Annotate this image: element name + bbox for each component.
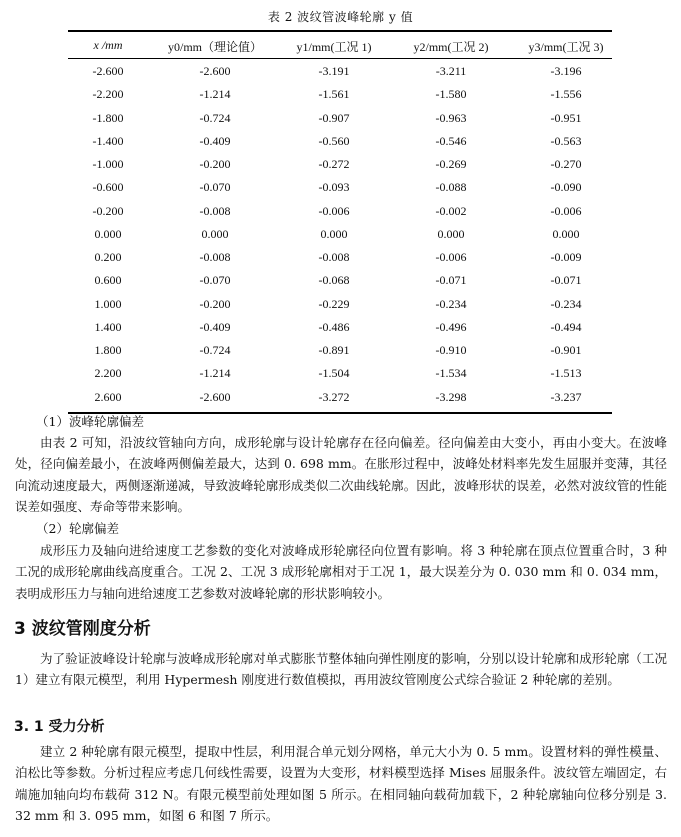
table-header-y3: y3/mm(工况 3) xyxy=(528,40,604,54)
table-cell: -0.008 xyxy=(318,250,350,264)
table-header-y1: y1/mm(工况 1) xyxy=(296,40,372,54)
table-cell: -1.214 xyxy=(199,87,231,102)
table-cell: -0.070 xyxy=(199,273,231,288)
table-bottom-rule xyxy=(68,412,612,414)
table-cell: -0.006 xyxy=(318,203,350,218)
paragraph-stiffness-intro: 为了验证波峰设计轮廓与波峰成形轮廓对单式膨胀节整体轴向弹性刚度的影响，分别以设计轮廓和成形轮廓（工况 1）建立有限元模型，利用 Hypermesh 刚度进行数值模拟，再用波纹管刚度公式综合验证 2 种轮廓的差别。 xyxy=(15,651,667,688)
table-cell: -0.008 xyxy=(199,203,231,218)
table-cell: 0.600 xyxy=(94,273,122,288)
table-cell: 2.200 xyxy=(94,366,122,381)
table-header-rule xyxy=(68,58,612,59)
table-cell: -0.229 xyxy=(318,296,350,311)
table-cell: -1.504 xyxy=(318,366,350,381)
table-cell: -1.400 xyxy=(92,133,124,148)
table-cell: 1.000 xyxy=(94,296,122,311)
table-cell: -0.409 xyxy=(199,133,231,148)
table-cell: -1.214 xyxy=(199,366,231,381)
table-cell: -1.513 xyxy=(550,366,582,381)
table-cell: -0.269 xyxy=(435,157,467,171)
table-cell: -0.724 xyxy=(199,343,231,357)
table-cell: -1.000 xyxy=(92,157,124,171)
table-cell: -0.200 xyxy=(92,203,124,218)
table-cell: -0.891 xyxy=(318,343,350,357)
table-cell: -3.196 xyxy=(550,64,582,78)
table-cell: -0.090 xyxy=(550,180,582,195)
table-cell: -1.534 xyxy=(435,366,467,381)
paragraph-force-analysis: 建立 2 种轮廓有限元模型，提取中性层，利用混合单元划分网格，单元大小为 0. 5 mm。设置材料的弹性模量、泊松比等参数。分析过程应考虑几何线性需要，设置为大变形，材料模型选择 Mises 屈服条件。波纹管左端固定，右端施加轴向均布载荷 312 N。有限元模型前处理如图 5 所示。在相同轴向载荷加载下，2 种轮廓轴向位移分别是 3. 32 mm 和 3. 095 mm，如图 6 和图 7 所示。 xyxy=(15,744,667,824)
paragraph-crest-deviation: 由表 2 可知，沿波纹管轴向方向，成形轮廓与设计轮廓存在径向偏差。径向偏差由大变小，再由小变大。在波峰处，径向偏差最小，在波峰两侧偏差最大，达到 0. 698 mm。在胀形过程中，波峰处材料率先发生屈服并变薄，其径向流动速度最大，两侧逐渐递减，导致波峰轮廓形成类似二次曲线轮廓。因此，波峰形状的误差，必然对波纹管的性能误差如强度、寿命等带来影响。 xyxy=(15,435,667,515)
table-cell: -0.008 xyxy=(199,250,231,264)
table-cell: -0.272 xyxy=(318,157,350,171)
table-cell: -0.907 xyxy=(318,110,350,125)
table-cell: -0.088 xyxy=(435,180,467,195)
table-cell: -1.580 xyxy=(435,87,467,102)
table-top-rule xyxy=(68,30,612,32)
table-cell: -1.561 xyxy=(318,87,350,102)
table-cell: 0.000 xyxy=(201,226,229,241)
table-cell: -0.486 xyxy=(318,319,350,334)
table-cell: -0.002 xyxy=(435,203,467,218)
table-cell: -0.071 xyxy=(435,273,467,288)
table-cell: -0.951 xyxy=(550,110,582,125)
table-cell: -2.600 xyxy=(199,389,231,404)
table-cell: 0.000 xyxy=(94,226,122,241)
table-header-x: x /mm xyxy=(93,38,123,52)
section-3-heading: 3 波纹管刚度分析 xyxy=(14,619,151,639)
table-cell: 1.400 xyxy=(94,319,122,334)
table-cell: -0.071 xyxy=(550,273,582,288)
table-cell: -0.409 xyxy=(199,319,231,334)
table-cell: -0.234 xyxy=(435,296,467,311)
table-cell: -3.272 xyxy=(318,389,350,404)
table-cell: -0.068 xyxy=(318,273,350,288)
subheading-crest-deviation: （1）波峰轮廓偏差 xyxy=(36,414,144,429)
table-cell: -1.556 xyxy=(550,87,582,102)
subheading-profile-deviation: （2）轮廓偏差 xyxy=(36,521,119,536)
table-cell: -0.234 xyxy=(550,296,582,311)
table-cell: -0.560 xyxy=(318,133,350,148)
table-cell: -2.600 xyxy=(92,64,124,78)
table-cell: -3.237 xyxy=(550,389,582,404)
table-cell: -0.270 xyxy=(550,157,582,171)
table-cell: -0.901 xyxy=(550,343,582,357)
table-caption: 表 2 波纹管波峰轮廓 y 值 xyxy=(267,10,414,24)
table-cell: -0.070 xyxy=(199,180,231,195)
table-cell: 0.200 xyxy=(94,250,122,264)
table-cell: -0.009 xyxy=(550,250,582,264)
table-cell: -0.200 xyxy=(199,157,231,171)
table-cell: -0.910 xyxy=(435,343,467,357)
table-cell: -0.496 xyxy=(435,319,467,334)
table-cell: 0.000 xyxy=(320,226,348,241)
section-3-1-heading: 3. 1 受力分析 xyxy=(14,719,105,735)
table-cell: -0.006 xyxy=(435,250,467,264)
table-cell: 0.000 xyxy=(552,226,580,241)
table-cell: -0.006 xyxy=(550,203,582,218)
table-cell: -1.800 xyxy=(92,110,124,125)
table-cell: -0.600 xyxy=(92,180,124,195)
table-cell: -0.200 xyxy=(199,296,231,311)
table-cell: -2.600 xyxy=(199,64,231,78)
table-header-y0: y0/mm（理论值） xyxy=(167,40,262,54)
table-cell: -3.298 xyxy=(435,389,467,404)
table-cell: -0.563 xyxy=(550,133,582,148)
table-cell: 1.800 xyxy=(94,343,122,357)
table-cell: -2.200 xyxy=(92,87,124,102)
table-header-y2: y2/mm(工况 2) xyxy=(413,40,489,54)
table-cell: -0.963 xyxy=(435,110,467,125)
table-cell: -3.211 xyxy=(435,64,467,78)
table-cell: -0.546 xyxy=(435,133,467,148)
table-cell: -0.724 xyxy=(199,110,231,125)
table-cell: -3.191 xyxy=(318,64,350,78)
table-cell: -0.494 xyxy=(550,319,582,334)
table-cell: 2.600 xyxy=(94,389,122,404)
table-cell: 0.000 xyxy=(437,226,465,241)
table-cell: -0.093 xyxy=(318,180,350,195)
paragraph-profile-deviation: 成形压力及轴向进给速度工艺参数的变化对波峰成形轮廓径向位置有影响。将 3 种轮廓在顶点位置重合时，3 种工况的成形轮廓曲线高度重合。工况 2、工况 3 成形轮廓相对于工况 1，最大误差分为 0. 030 mm 和 0. 034 mm，表明成形压力与轴向进给速度工艺参数对波峰轮廓的形状影响较小。 xyxy=(15,543,667,601)
